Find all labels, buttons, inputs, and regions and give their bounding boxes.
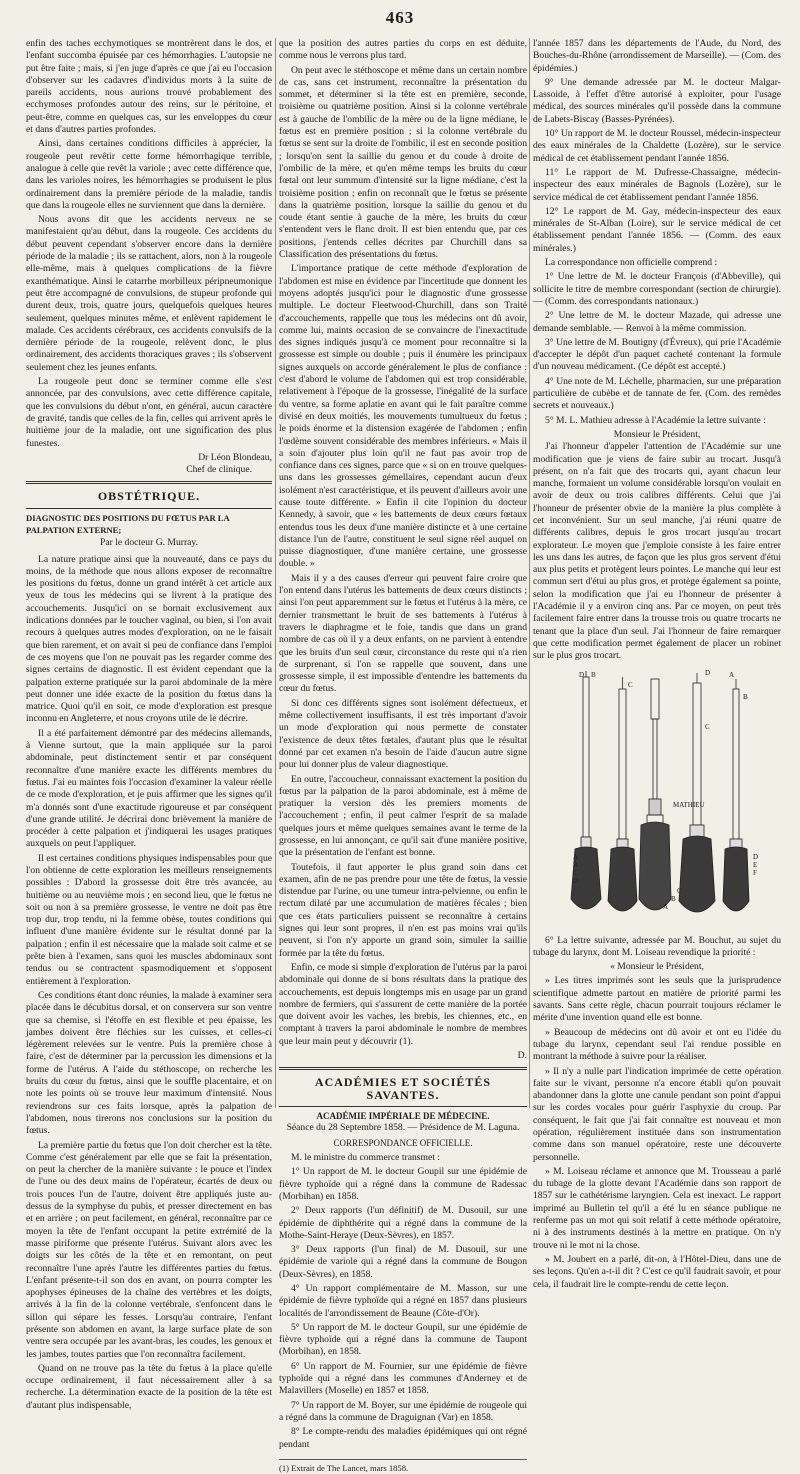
section-heading: OBSTÉTRIQUE. [97, 489, 201, 504]
figure-label: A [729, 670, 735, 679]
paragraph: Ces conditions étant donc réunies, la malade à examiner sera placée dans le décubitus dorsal, et on conservera sur son ventre que sa chemise, si l'étoffe en est flexible et peu épaisse, les jambes doivent être fléchies sur les cuisses, et celles-ci légèrement relevées sur le ventre. Puis la première chose à faire, c'est de déterminer par la percussion les dimensions et la forme de l'utérus. A l'aide du stéthoscope, on recherche les bruits du cœur du fœtus, ainsi que le souffle placentaire, et on note les points où se trouve leur maximum d'intensité. Nous reviendrons sur ces faits lorsque, après la palpation de l'abdomen, nous tirerons nos conclusions sur la position du fœtus. [26, 989, 272, 1137]
paragraph: » Beaucoup de médecins ont dû avoir et ont eu l'idée du tubage du larynx, cependant seul l'ai rendue possible en montrant la méthode à suivre pour la réaliser. [533, 1026, 781, 1063]
paragraph: L'importance pratique de cette méthode d'exploration de l'abdomen est mise en évidence par l'incertitude que donnent les moyens adoptés jusqu'ici pour le diagnostic d'une grossesse multiple. Le docteur Fleetwood-Churchill, dans son Traité d'accouchements, rappelle que tous les médecins ont dû avoir, comme lui, maints occasion de se convaincre de l'inexactitude des signes indiqués jusqu'à ce moment pour reconnaître si la grossesse est simple ou double ; puis il énumère les principaux signes auxquels on accorde généralement le plus de confiance : c'est d'abord le volume de l'abdomen qui est trop considérable, relativement à l'époque de la grossesse, l'inégalité de la surface du ventre, sa forme aplatie en avant qui le fait paraître comme divisé en deux moitiés, les mouvements tumultueux du fœtus ; le poids énorme et la distension exagérée de l'abdomen ; enfin l'œdème souvent considérable des membres inférieurs. « Mais il a soin d'ajouter plus loin qu'il ne faut pas avoir trop de confiance dans ces signes, parce que « si on en trouve quelques-uns dans les grossesses gémellaires, cependant aucun d'eux isolément n'est caractéristique, et ils peuvent d'ailleurs avoir une cause toute différente. » Enfin il cite l'opinion du docteur Kennedy, à savoir, que « les battements de deux cœurs fœtaux entendus tous les deux d'une manière distincte et à une certaine distance l'un de l'autre, constituent le seul signe réel auquel on puisse diagnostiquer, d'une manière certaine, une grossesse double. » [279, 263, 527, 570]
figure-label: D [573, 876, 579, 885]
list-item: 1° Un rapport de M. le docteur Goupil sur une épidémie de fièvre typhoïde qui a régné dans la commune de Radessac (Morbihan) en 1858. [279, 1166, 527, 1202]
paragraph: La nature pratique ainsi que la nouveauté, dans ce pays du moins, de la méthode que nous allons exposer de reconnaître les positions du fœtus, donne un grand intérêt à cet article aux yeux de tous les médecins qui se livrent à la pratique des accouchements. Jusqu'ici on se bornait exclusivement aux indications données par le toucher vaginal, ou bien, si l'on avait recours à quelques autres modes d'exploration, on ne le faisait que bien rarement, et on avait si peu de confiance dans l'emploi de ces moyens que l'on ne pouvait pas les regarder comme des signes certains de diagnostic. Il est évident cependant que la palpation externe pratiquée sur la paroi abdominale de la mère peut donner une idée exacte de la position du fœtus dans la matrice. Quoi qu'il en soit, ce mode d'exploration est presque inconnu en Angleterre, et nous croyons utile de le décrire. [26, 553, 272, 725]
paragraph: » M. Joubert en a parlé, dit-on, à l'Hôtel-Dieu, dans une de ses leçons. Qu'en a-t-il dit ? C'est ce qu'il faudrait savoir, et pour cela, il faudrait lire le compte-rendu de cette leçon. [533, 1253, 781, 1290]
session-line: Séance du 28 Septembre 1858. — Présidence de M. Laguna. [286, 1122, 520, 1134]
section-rule [279, 1067, 527, 1070]
section-rule [26, 508, 272, 509]
figure-label: C [705, 722, 710, 731]
paragraph: » Il n'y a nulle part l'indication imprimée de cette opération faite sur le vivant, personne n'a encore établi qu'on pouvait abandonner dans la glotte une canule pendant son point d'appui sur les cordes vocales pour guérir l'asphyxie du croup. Par conséquent, le fait que j'ai fait connaître est nouveau et mon opération, régulièrement instituée dans son instrumentation comme dans son manuel opératoire, reste une découverte personnelle. [533, 1065, 781, 1163]
paragraph: » M. Loiseau réclame et annonce que M. Trousseau a parlé du tubage de la glotte devant l'Académie dans son rapport de 1857 sur le cathétérisme laryngien. Cela est inexact. Le rapport imprimé au Bulletin tel qu'il a été lu en séance publique ne renferme pas un mot qui soit relatif à cette méthode opératoire, ni à des instruments destinés à la mettre en pratique. On n'y trouve ni le mot ni la chose. [533, 1165, 781, 1251]
paragraph: Toutefois, il faut apporter le plus grand soin dans cet examen, afin de ne pas prendre pour une tête de fœtus, la vessie distendue par l'urine, ou une tumeur intra-pelvienne, ou enfin le rectum dilaté par une accumulation de matières fécales ; bien que ces états particuliers puissent se reconnaître à certains signes qui leur sont propres, il n'en est pas moins vrai qu'ils peuvent, si l'on n'y apporte un grand soin, simuler la saillie formée par la tête du fœtus. [279, 861, 527, 959]
paragraph: Si donc ces différents signes sont isolément défectueux, et même collectivement insuffisants, il est très important d'avoir un mode d'exploration qui nous permette de constater l'existence de deux têtes fœtales, d'autant plus que le résultat donné par cet examen n'a besoin de l'aide d'aucun autre signe pour lui donner plus de valeur diagnostique. [279, 697, 527, 771]
academy-heading: ACADÉMIE IMPÉRIALE DE MÉDECINE. [316, 1110, 490, 1121]
list-item: 4° Un rapport complémentaire de M. Masson, sur une épidémie de fièvre typhoïde qui a régné en 1857 dans plusieurs localités de l'arrondissement de Beaune (Côte-d'Or). [279, 1283, 527, 1319]
paragraph: enfin des taches ecchymotiques se montrèrent dans le dos, et l'enfant succomba épuisée par ces hémorrhagies. L'autopsie ne put être faite ; mais, si j'en juge d'après ce que j'ai eu l'occasion d'observer sur les cadavres d'individus morts à la suite de pareils accidents, nous aurions trouvé probablement des ecchymoses profondes autour des reins, sur le péritoine, et peut-être, comme en quelques cas, sur les enveloppes du cœur et dans d'autres parties profondes. [26, 38, 272, 136]
figure-label: B [573, 860, 578, 869]
figure-label: D [705, 668, 711, 677]
trocar-illustration [533, 669, 781, 929]
figure-label: A [663, 902, 669, 911]
paragraph: Ainsi, dans certaines conditions difficiles à apprécier, la rougeole peut revêtir cette forme hémorrhagique terrible, analogue à celle que revêt la variole ; avec cette différence que, dans les varioles noires, les hémorrhagies se produisent le plus ordinairement dans la première période de la maladie, tandis que dans la rougeole elles ne surviennent que dans la dernière. [26, 138, 272, 211]
figure-label: D [753, 852, 759, 861]
letter-salutation: « Monsieur le Président, [610, 961, 704, 973]
paragraph: Mais il y a des causes d'erreur qui peuvent faire croire que l'on entend dans l'utérus les battements de deux cœurs distincts ; ainsi l'on peut apparemment sur le fœtus et l'utérus à la mère, ce dernier transmettant le bruit de ses battements à l'utérus à travers le diaphragme et le foie, tandis que dans un grand nombre de cas où il y a deux enfants, on ne parvient à entendre que les bruits d'un seul cœur, circonstance du reste qui n'a rien de surprenant, si l'on se rappelle que souvent, dans une grossesse simple, il est impossible d'entendre les battements du cœur du fœtus. [279, 572, 527, 695]
trocar-figure [533, 669, 781, 929]
list-item: l'année 1857 dans les départements de l'Aude, du Nord, des Bouches-du-Rhône (arrondissement de Marseille). — (Com. des épidémies.) [533, 38, 781, 74]
section-heading: ACADÉMIES ET SOCIÉTÉS SAVANTES. [314, 1075, 492, 1102]
figure-label: E [753, 860, 758, 869]
list-item: 6° Un rapport de M. Fournier, sur une épidémie de fièvre typhoïde qui a régné dans les communes d'Anderney et de Malavillers (Moselle) en 1857 et 1858. [279, 1360, 527, 1397]
list-item: 2° Deux rapports (l'un définitif) de M. Dusouil, sur une épidémie de diphthérite qui a régné dans la commune de la Mothe-Saint-Heraye (Deux-Sèvres), en 1857. [279, 1205, 527, 1241]
section-rule [26, 481, 272, 484]
author-title: Chef de clinique. [186, 464, 252, 476]
list-item: 1° Une lettre de M. le docteur François (d'Abbeville), qui sollicite le titre de membre correspondant (section de chirurgie). — (Comm. des correspondants nationaux.) [533, 271, 781, 307]
list-item: 6° La lettre suivante, adressée par M. Bouchut, au sujet du tubage du larynx, dont M. Loiseau revendique la priorité : [533, 934, 781, 958]
figure-label: B [743, 692, 748, 701]
paragraph: On peut avec le stéthoscope et même dans un certain nombre de cas, sans cet instrument, reconnaître la présentation du sommet, et déterminer si la tête est en première, seconde, troisième ou quatrième position. Ainsi si la colonne vertébrale est à gauche de l'ombilic de la mère ou de la ligne médiane, le fœtus est en première position ; si la colonne vertébrale du fœtus se sent sur la droite de l'ombilic, il est en seconde position ; lorsqu'on sent la saillie du genou et du coude à droite de l'ombilic de la mère, et qu'en même temps les bruits du cœur fœtal ont leur summum d'intensité sur la ligne médiane, c'est la troisième position ; enfin on reconnaît que le fœtus se présente dans la quatrième position, lorsque la saillie du genou et du coude étant sentie à gauche de la mère, les bruits du cœur s'entendent vers le flanc droit. Il est bien entendu que, par ces positions, j'entends celles décrites par Churchill dans sa Classification des présentations du fœtus. [279, 64, 527, 261]
figure-label: C [628, 680, 633, 689]
trocar-instrument [639, 679, 671, 910]
list-item: 4° Une note de M. Léchelle, pharmacien, sur une préparation particulière de cubèbe et de tannate de fer. (Com. des remèdes secrets et nouveaux.) [533, 375, 781, 412]
author-signature: D. [517, 1050, 527, 1062]
list-item: M. le ministre du commerce transmet : [291, 1152, 440, 1164]
footnote: (1) Extrait de The Lancet, mars 1858. [279, 1459, 527, 1474]
paragraph: Il a été parfaitement démontré par des médecins allemands, à Vienne surtout, que la main appliquée sur la paroi abdominale, peut distinctement sentir et par conséquent reconnaître d'une manière exacte les différents membres du fœtus. J'ai eu maintes fois l'occasion d'examiner la valeur réelle de ce mode d'exploration, et je puis affirmer que les signes qu'il m'a donnés sont d'une exactitude rigoureuse et par conséquent d'une grande utilité. Je décrirai donc brièvement la manière de procéder à cette palpation et j'indiquerai les usages pratiques auxquels on peut l'appliquer. [26, 727, 272, 850]
list-item: 5° M. L. Mathieu adresse à l'Académie la lettre suivante : [545, 414, 766, 426]
list-item: 10° Un rapport de M. le docteur Roussel, médecin-inspecteur des eaux minérales de la Chaldette (Lozère), sur le service médical de cet établissement pendant l'année 1856. [533, 128, 781, 164]
author-signature: Dr Léon Blondeau, [198, 451, 272, 463]
paragraph: La première partie du fœtus que l'on doit chercher est la tête. Comme c'est généralement par elle que se fait la présentation, on peut la chercher de la manière suivante : le pouce et l'index de l'une ou des deux mains de l'opérateur, écartés de deux ou trois pouces l'un de l'autre, doivent être appliqués juste au-dessus de la symphyse du pubis, et presser directement en bas et en arrière ; on peut facilement, en général, reconnaître par ce moyen la tête de l'enfant occupant la petite extrémité de la masse piriforme que présente l'utérus. Suivant alors avec les doigts sur les côtés de la tête et en remontant, on peut reconnaître l'une après l'autre les différentes parties du fœtus. L'enfant présente-t-il son dos en avant, on pourra compter les apophyses épineuses de la chaîne des vertèbres et les doigts, arrivés à la fin de la colonne vertébrale, s'enfoncent dans le sillon qui sépare les fesses. Lorsqu'au contraire, l'enfant présente son abdomen en avant, la large surface plate de son ventre sera occupée par les avant-bras, les coudes, les genoux et les jambes, toutes parties que l'on reconnaîtra facilement. [26, 1139, 272, 1360]
list-item: 2° Une lettre de M. le docteur Mazade, qui adresse une demande semblable. — Renvoi à la même commission. [533, 310, 781, 334]
letter-salutation: Monsieur le Président, [613, 428, 701, 440]
figure-label: B [591, 670, 596, 679]
section-rule [279, 1106, 527, 1107]
trocar-instrument [723, 679, 749, 911]
trocar-instrument [679, 673, 715, 912]
column-divider [275, 38, 276, 1108]
figure-label: B [671, 894, 676, 903]
list-item: 5° Un rapport de M. le docteur Goupil, sur une épidémie de fièvre typhoïde qui a régné dans la commune de Taupont (Morbihan), en 1858. [279, 1321, 527, 1358]
correspondence-heading: CORRESPONDANCE OFFICIELLE. [333, 1137, 473, 1148]
paragraph: que la position des autres parties du corps en est déduite, comme nous le verrons plus tard. [279, 38, 527, 62]
list-item: 3° Deux rapports (l'un final) de M. Dusouil, sur une épidémie de variole qui a régné dans la commune de Bougon (Deux-Sèvres), en 1858. [279, 1244, 527, 1280]
list-item: 8° Le compte-rendu des maladies épidémiques qui ont régné pendant [279, 1426, 527, 1450]
paragraph: Enfin, ce mode si simple d'exploration de l'utérus par la paroi abdominale qui donne de si bons résultats dans la pratique des accouchements, est depuis longtemps mis en usage par un grand nombre de fermiers, qui s'assurent de cette manière de la portée que doivent avoir les vaches, les brebis, les chiennes, etc., en comptant à travers la paroi abdominale le nombre de membres que leur main peut y découvrir (1). [279, 961, 527, 1047]
figure-label: C [677, 886, 682, 895]
list-item: 3° Une lettre de M. Boutigny (d'Évreux), qui prie l'Académie d'accepter le dépôt d'un paquet cacheté contenant la formule d'un nouveau médicament. (Ce dépôt est accepté.) [533, 336, 781, 373]
article-byline: Par le docteur G. Murray. [100, 537, 198, 549]
paragraph: Quand on ne trouve pas la tête du fœtus à la place qu'elle occupe ordinairement, il faut nécessairement aller à sa recherche. La détermination exacte de la position de la tête est d'autant plus indispensable, [26, 1362, 272, 1411]
figure-label: MATHIEU [673, 800, 705, 809]
figure-label: A [573, 852, 579, 861]
figure-label: F [753, 868, 757, 877]
list-item: 9° Une demande adressée par M. le docteur Malgar-Lassoide, à l'effet d'être autorisé à exploiter, pour l'usage médical, des sources minérales qu'il possède dans la commune de Labets-Biscay (Basses-Pyrénées). [533, 76, 781, 125]
paragraph: » Les titres imprimés sont les seuls que la jurisprudence scientifique admette partout en matière de priorité parmi les savants. Sans cette règle, chacun pourrait toujours réclamer le mérite d'une invention quand elle est bonne. [533, 975, 781, 1024]
column-divider [529, 38, 530, 1108]
paragraph: En outre, l'accoucheur, connaissant exactement la position du fœtus par la palpation de la paroi abdominale, est à même de pratiquer la version dès les premiers moments de l'accouchement ; enfin, il peut calmer l'esprit de sa malade quelques jours et même quelques semaines avant le terme de la grossesse, en lui annonçant, ce qu'il sait d'une manière positive, que la présentation de l'enfant est bonne. [279, 773, 527, 859]
column-middle [279, 38, 527, 1473]
list-item: 12° Le rapport de M. Gay, médecin-inspecteur des eaux minérales de St-Alban (Loire), sur le service médical de cet établissement pendant l'année 1856. — (Comm. des eaux minérales.) [533, 205, 781, 254]
figure-label: C [573, 868, 578, 877]
list-item: 7° Un rapport de M. Boyer, sur une épidémie de rougeole qui a régné dans la commune de Draguignan (Var) en 1858. [279, 1399, 527, 1423]
paragraph: J'ai l'honneur d'appeler l'attention de l'Académie sur une modification que je viens de faire subir au trocart. Jusqu'à présent, on n'a fait que des trocarts qui, ayant chacun leur manche, formaient un volume considérable lorsqu'on voulait en avoir de deux ou trois calibres différents. Celui que j'ai l'honneur de présenter obvie de la manière la plus complète à cet inconvénient. Sur un seul manche, j'ai réuni quatre de différents calibres, depuis le gros trocart jusqu'au trocart explorateur. Le moyen que j'emploie consiste à les faire entrer les uns dans les autres, de façon que les plus gros servent d'étui aux plus petits et protègent leurs pointes. Le manche qui leur est commun sert d'étui au plus gros, et protège également sa pointe, selon la modification que j'ai eu l'honneur de présenter à l'Académie il y a environ cinq ans. Par ce moyen, on peut très facilement faire entrer dans la trousse trois ou quatre trocarts ne tenant que la place d'un seul. J'ai l'honneur de faire remarquer que cette modification permet également de placer un robinet sur le plus gros trocart. [533, 441, 781, 662]
figure-label: D [579, 670, 585, 679]
paragraph: La rougeole peut donc se terminer comme elle s'est annoncée, par des convulsions, avec cette différence capitale, que les convulsions du début n'ont, en général, aucun caractère de gravité, tandis que celles de la fin, celles qui arrivent après le huitième jour de la maladie, ont une signification des plus funestes. [26, 376, 272, 449]
paragraph: Nous avons dit que les accidents nerveux ne se manifestaient qu'au début, dans la rougeole. Ces accidents du début peuvent cependant s'observer encore dans la dernière période de la maladie ; ils se rattachent, alors, non à la rougeole elle-même, mais à quelques complications de la fièvre exanthématique. Ainsi le catarrhe morbilleux péripneumonique peut être accompagné de convulsions, de stupeur profonde qui durent deux, trois, quatre jours, quelquefois quelques heures seulement, quelques minutes même, et enlèvent rapidement le malade. Ces accidents cérébraux, ces accidents convulsifs de la dernière période de la rougeole, relèvent donc, le plus ordinairement, des accidents thoraciques graves ; ils s'observent seulement chez les jeunes enfants. [26, 214, 272, 373]
paragraph: Il est certaines conditions physiques indispensables pour que l'on obtienne de cette exploration les meilleurs renseignements possibles : D'abord la grossesse doit être très avancée, au huitième ou au neuvième mois ; en second lieu, que le fœtus ne soit ou non à sa première grossesse, le ventre ne doit pas être trop dur, trop tendu, ni la femme obèse, toutes conditions qui influent d'une manière évidente sur le résultat donné par la palpation ; enfin il est nécessaire que la malade soit calme et se prête bien à l'examen, sans quoi les muscles abdominaux sont tendus ou se contractent spasmodiquement et s'opposent entièrement à l'exploration. [26, 852, 272, 987]
column-left [26, 38, 272, 1411]
column-right [533, 38, 781, 1290]
page-number: 463 [385, 8, 415, 27]
list-item: 11° Le rapport de M. Dufresse-Chassaigne, médecin-inspecteur des eaux minérales de Bagnols (Lozère), sur le service médical de cet établissement pendant l'année 1856. [533, 166, 781, 203]
article-title: DIAGNOSTIC DES POSITIONS DU FŒTUS PAR LA PALPATION EXTERNE; [26, 512, 230, 535]
trocar-instrument [608, 677, 637, 911]
list-item: La correspondance non officielle comprend : [545, 257, 718, 269]
